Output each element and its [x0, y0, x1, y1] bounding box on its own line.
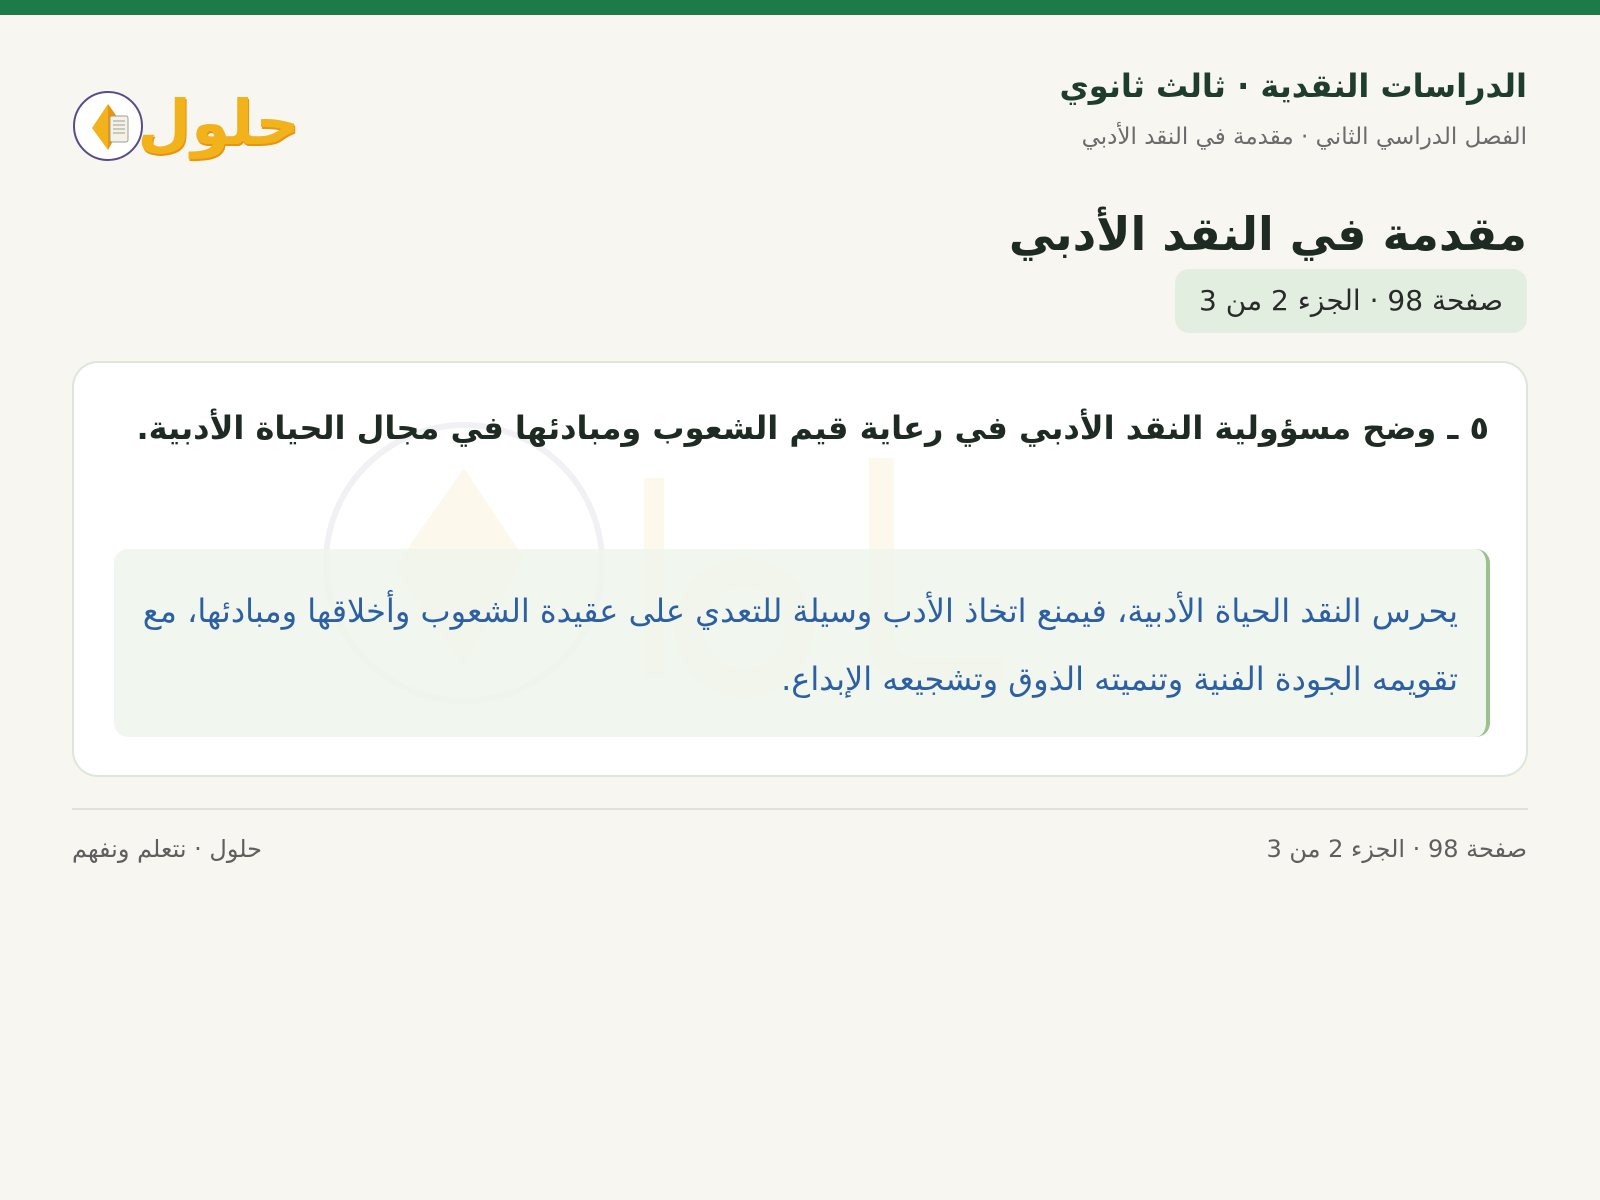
page-badge: صفحة 98 · الجزء 2 من 3: [1175, 269, 1527, 333]
footer-page-info: صفحة 98 · الجزء 2 من 3: [1266, 835, 1527, 863]
logo-wordmark: حلول: [137, 86, 300, 159]
answer-box: [114, 549, 1490, 737]
answer-text: يحرس النقد الحياة الأدبية، فيمنع اتخاذ الأدب وسيلة للتعدي على عقيدة الشعوب وأخلاقها ومبادئها، مع تقويمه الجودة الفنية وتنميته الذوق وتشجيعه الإبداع.: [142, 592, 1458, 698]
top-accent-bar: [0, 0, 1600, 15]
question-card: [72, 361, 1528, 777]
course-title: الدراسات النقدية · ثالث ثانوي: [1059, 67, 1527, 105]
question-text: ٥ ـ وضح مسؤولية النقد الأدبي في رعاية قيم الشعوب ومبادئها في مجال الحياة الأدبية.: [136, 409, 1489, 447]
footer-brand: حلول · نتعلم ونفهم: [72, 835, 262, 863]
page: [0, 15, 1600, 1200]
book-emblem-icon: [72, 90, 144, 162]
footer-divider: [72, 808, 1528, 810]
site-logo[interactable]: [72, 73, 300, 173]
page-header: [427, 63, 1527, 157]
lesson-title: مقدمة في النقد الأدبي: [1008, 207, 1527, 261]
breadcrumb: الفصل الدراسي الثاني · مقدمة في النقد الأدبي: [1081, 124, 1527, 150]
